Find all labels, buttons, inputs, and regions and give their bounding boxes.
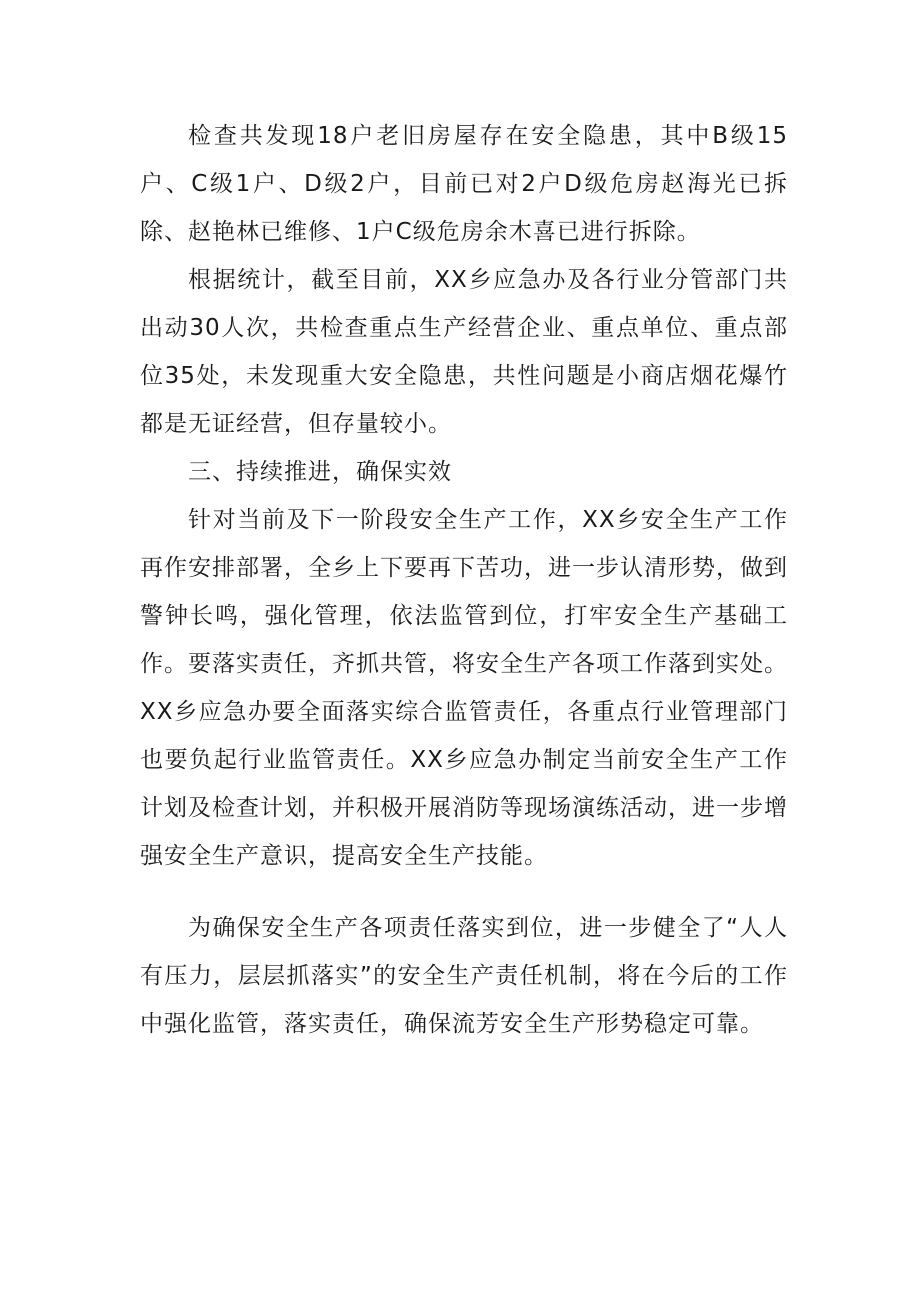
paragraph-statistics: 根据统计，截至目前，XX乡应急办及各行业分管部门共出动30人次，共检查重点生产经营企业、重点单位、重点部位35处，未发现重大安全隐患，共性问题是小商店烟花爆竹都是无证经营，但存量较小。 xyxy=(140,267,788,437)
section-heading-continue: 三、持续推进，确保实效 xyxy=(188,459,452,485)
paragraph-hazard-inspection: 检查共发现18户老旧房屋存在安全隐患，其中B级15户、C级1户、D级2户，目前已对2户D级危房赵海光已拆除、赵艳林已维修、1户C级危房余木喜已进行拆除。 xyxy=(140,123,788,245)
paragraph-next-steps: 针对当前及下一阶段安全生产工作，XX乡安全生产工作再作安排部署，全乡上下要再下苦功，进一步认清形势，做到警钟长鸣，强化管理，依法监管到位，打牢安全生产基础工作。要落实责任，齐抓共管，将安全生产各项工作落到实处。XX乡应急办要全面落实综合监管责任，各重点行业管理部门也要负起行业监管责任。XX乡应急办制定当前安全生产工作计划及检查计划，并积极开展消防等现场演练活动，进一步增强安全生产意识，提高安全生产技能。 xyxy=(140,507,788,869)
paragraph-responsibility: 为确保安全生产各项责任落实到位，进一步健全了“人人有压力，层层抓落实”的安全生产责任机制，将在今后的工作中强化监管，落实责任，确保流芳安全生产形势稳定可靠。 xyxy=(140,915,788,1037)
